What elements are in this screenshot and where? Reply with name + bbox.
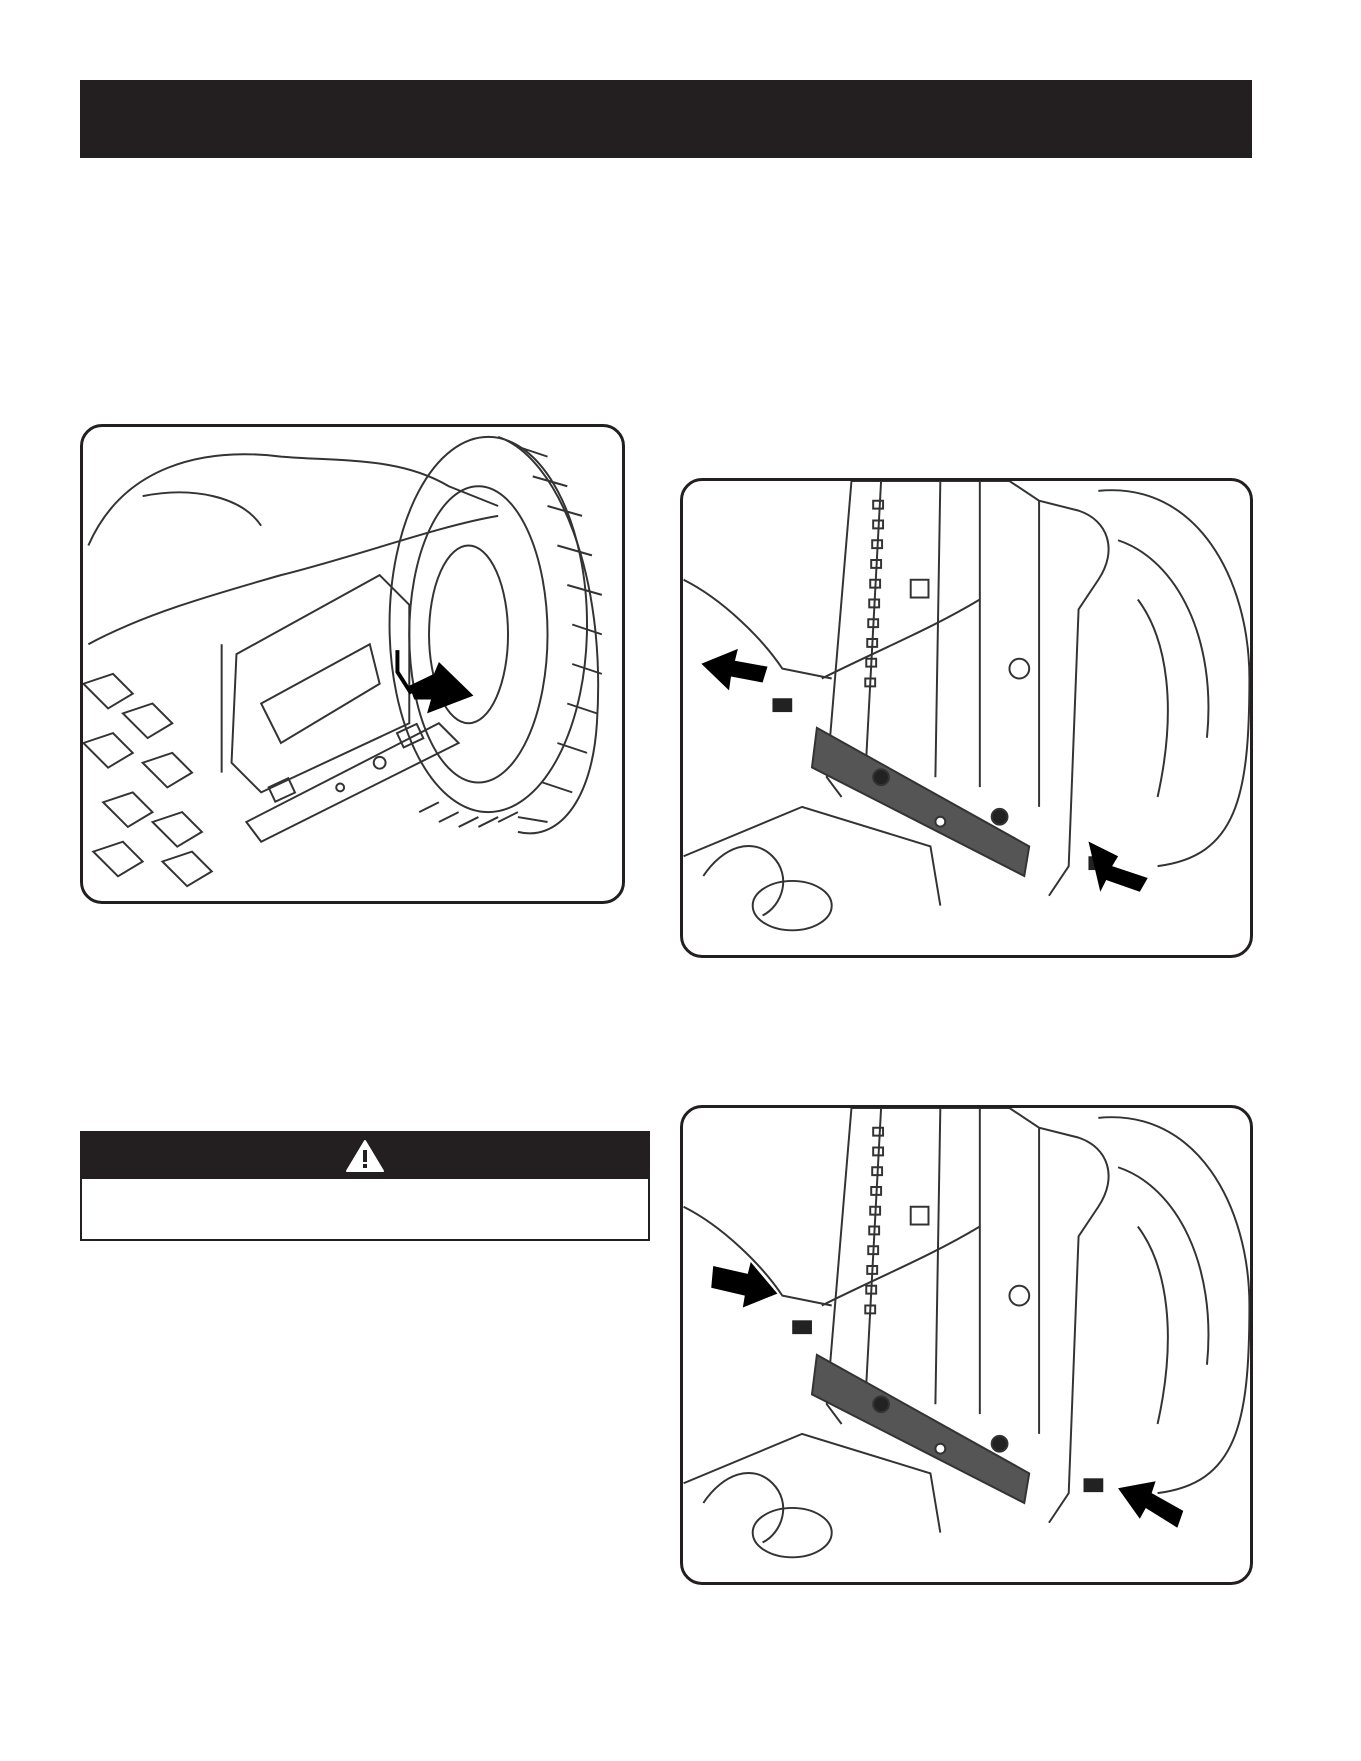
section-header-bar xyxy=(80,80,1252,158)
install-arrow-icon xyxy=(711,1262,1183,1528)
figure-bracket-bolt-removal xyxy=(680,478,1253,958)
removal-arrow-icon xyxy=(701,649,1147,892)
warning-text xyxy=(82,1179,648,1199)
removal-arrow-icon xyxy=(409,662,473,713)
warning-box xyxy=(80,1131,650,1241)
hitch-pin-illustration xyxy=(83,427,622,901)
bracket-install-illustration xyxy=(683,1108,1250,1582)
warning-header xyxy=(82,1133,648,1179)
warning-triangle-icon xyxy=(345,1139,385,1173)
figure-hitch-pin-removal xyxy=(80,424,625,904)
bracket-removal-illustration xyxy=(683,481,1250,955)
figure-bracket-bolt-installation xyxy=(680,1105,1253,1585)
